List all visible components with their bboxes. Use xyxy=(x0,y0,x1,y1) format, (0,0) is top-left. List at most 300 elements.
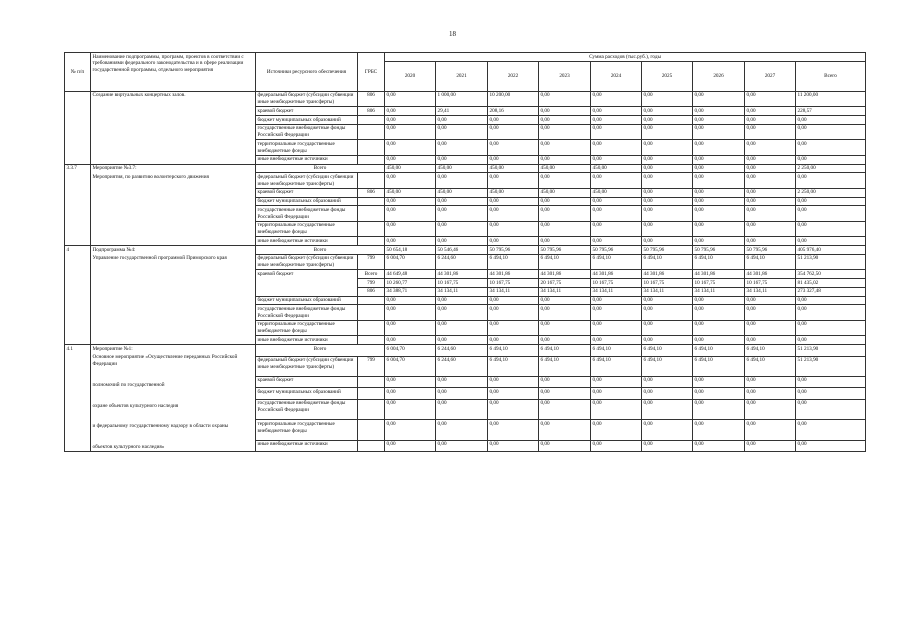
value-cell: 0,00 xyxy=(693,388,745,400)
value-cell: 0,00 xyxy=(745,124,796,140)
grbs-code xyxy=(358,197,385,206)
value-cell: 0,00 xyxy=(642,188,693,197)
value-cell: 0,00 xyxy=(745,164,796,173)
table-row xyxy=(65,345,866,357)
value-cell: 0,00 xyxy=(591,116,642,125)
budget-table xyxy=(64,52,866,452)
value-cell: 34 134,11 xyxy=(436,287,488,296)
value-cell: 0,00 xyxy=(693,376,745,388)
value-cell: 0,00 xyxy=(539,237,591,246)
value-cell: 2 250,00 xyxy=(796,164,866,173)
value-cell: 0,00 xyxy=(591,296,642,305)
value-cell: 44 301,86 xyxy=(539,270,591,279)
value-cell: 0,00 xyxy=(539,173,591,189)
value-cell: 50 795,96 xyxy=(693,246,745,255)
value-cell: 0,00 xyxy=(488,221,539,237)
value-cell: 0,00 xyxy=(539,376,591,388)
value-cell: 6 494,10 xyxy=(642,254,693,270)
header-year: 2026 xyxy=(693,61,745,91)
value-cell: 0,00 xyxy=(436,440,488,452)
table-row xyxy=(65,164,866,173)
value-cell: 34 134,11 xyxy=(642,287,693,296)
header-sum-title: Сумма расходов (тыс.руб.), годы xyxy=(385,53,866,62)
value-cell: 0,00 xyxy=(796,237,866,246)
value-cell: 0,00 xyxy=(642,124,693,140)
value-cell: 0,00 xyxy=(488,336,539,345)
value-cell: 0,00 xyxy=(488,296,539,305)
value-cell: 0,00 xyxy=(488,124,539,140)
header-year: 2023 xyxy=(539,61,591,91)
value-cell: 0,00 xyxy=(488,388,539,400)
value-cell: 0,00 xyxy=(436,206,488,222)
value-cell: 0,00 xyxy=(591,140,642,156)
row-title xyxy=(91,164,256,246)
grbs-code xyxy=(358,124,385,140)
source-label: краевой бюджет xyxy=(256,107,358,116)
row-number: 4.1 xyxy=(65,345,91,452)
value-cell: 450,00 xyxy=(385,188,436,197)
grbs-code xyxy=(358,440,385,452)
value-cell: 81 435,02 xyxy=(796,279,866,288)
value-cell: 0,00 xyxy=(385,91,436,107)
value-cell: 0,00 xyxy=(693,320,745,336)
value-cell: 0,00 xyxy=(385,140,436,156)
value-cell: 0,00 xyxy=(436,124,488,140)
grbs-code xyxy=(358,221,385,237)
value-cell: 0,00 xyxy=(591,91,642,107)
value-cell: 0,00 xyxy=(693,305,745,321)
header-grbs: ГРБС xyxy=(358,53,385,92)
value-cell: 0,00 xyxy=(385,221,436,237)
value-cell: 44 649,48 xyxy=(385,270,436,279)
source-total: Всего xyxy=(256,345,385,357)
source-label: иные внебюджетные источники xyxy=(256,336,358,345)
value-cell: 0,00 xyxy=(745,399,796,419)
grbs-code xyxy=(358,388,385,400)
value-cell: 0,00 xyxy=(488,155,539,164)
value-cell: 50 546,46 xyxy=(436,246,488,255)
value-cell: 0,00 xyxy=(642,140,693,156)
block-description: охране объектов культурного наследия xyxy=(92,402,179,409)
value-cell: 0,00 xyxy=(745,91,796,107)
value-cell: 51 213,90 xyxy=(796,345,866,357)
value-cell: 0,00 xyxy=(488,237,539,246)
header-no: № п/п xyxy=(65,53,91,92)
row-title xyxy=(91,91,256,164)
value-cell: 0,00 xyxy=(796,320,866,336)
value-cell: 6 004,70 xyxy=(385,345,436,357)
value-cell: 0,00 xyxy=(385,296,436,305)
value-cell: 273 327,48 xyxy=(796,287,866,296)
source-label: иные внебюджетные источники xyxy=(256,155,358,164)
value-cell: 0,00 xyxy=(796,440,866,452)
value-cell: 0,00 xyxy=(745,107,796,116)
source-label: государственные внебюджетные фонды Российской Федерации xyxy=(256,206,358,222)
value-cell: 0,00 xyxy=(745,116,796,125)
value-cell: 34 134,11 xyxy=(539,287,591,296)
value-cell: 1 000,00 xyxy=(436,91,488,107)
value-cell: 0,00 xyxy=(642,107,693,116)
value-cell: 0,00 xyxy=(539,388,591,400)
value-cell: 0,00 xyxy=(693,237,745,246)
block-title: Подпрограмма №4: xyxy=(92,246,136,253)
source-label: государственные внебюджетные фонды Российской Федерации xyxy=(256,399,358,419)
value-cell: 51 213,90 xyxy=(796,254,866,270)
value-cell: 0,00 xyxy=(591,107,642,116)
value-cell: 0,00 xyxy=(796,155,866,164)
value-cell: 0,00 xyxy=(642,197,693,206)
value-cell: 0,00 xyxy=(385,173,436,189)
value-cell: 6 494,10 xyxy=(539,345,591,357)
row-title xyxy=(91,345,256,452)
value-cell: 50 795,96 xyxy=(591,246,642,255)
grbs-code: 806 xyxy=(358,91,385,107)
value-cell: 0,00 xyxy=(693,173,745,189)
value-cell: 0,00 xyxy=(539,206,591,222)
value-cell: 0,00 xyxy=(488,197,539,206)
value-cell: 354 762,50 xyxy=(796,270,866,279)
value-cell: 0,00 xyxy=(591,197,642,206)
value-cell: 0,00 xyxy=(745,237,796,246)
value-cell: 0,00 xyxy=(539,116,591,125)
value-cell: 0,00 xyxy=(642,336,693,345)
value-cell: 0,00 xyxy=(436,296,488,305)
block-description: Мероприятия, по развитию волонтерского движения xyxy=(92,173,209,180)
value-cell: 34 388,71 xyxy=(385,287,436,296)
value-cell: 0,00 xyxy=(693,140,745,156)
value-cell: 0,00 xyxy=(796,197,866,206)
value-cell: 0,00 xyxy=(642,116,693,125)
value-cell: 0,00 xyxy=(745,173,796,189)
value-cell: 0,00 xyxy=(436,376,488,388)
header-year: 2022 xyxy=(488,61,539,91)
value-cell: 0,00 xyxy=(591,388,642,400)
value-cell: 0,00 xyxy=(436,140,488,156)
value-cell: 20 167,75 xyxy=(539,279,591,288)
source-label: краевой бюджет xyxy=(256,376,358,388)
value-cell: 450,00 xyxy=(488,164,539,173)
value-cell: 0,00 xyxy=(693,124,745,140)
source-label: иные внебюджетные источники xyxy=(256,440,358,452)
grbs-code xyxy=(358,116,385,125)
value-cell: 0,00 xyxy=(539,305,591,321)
value-cell: 6 494,10 xyxy=(642,356,693,376)
source-label: территориальные государственные внебюджетные фонды xyxy=(256,420,358,440)
value-cell: 6 494,10 xyxy=(591,345,642,357)
value-cell: 450,00 xyxy=(591,164,642,173)
value-cell: 44 301,86 xyxy=(693,270,745,279)
value-cell: 0,00 xyxy=(796,140,866,156)
value-cell: 10 167,75 xyxy=(642,279,693,288)
value-cell: 0,00 xyxy=(642,399,693,419)
value-cell: 0,00 xyxy=(436,388,488,400)
value-cell: 50 795,96 xyxy=(745,246,796,255)
grbs-code: 799 xyxy=(358,254,385,270)
grbs-code xyxy=(358,155,385,164)
value-cell: 0,00 xyxy=(796,296,866,305)
value-cell: 0,00 xyxy=(642,420,693,440)
value-cell: 0,00 xyxy=(488,399,539,419)
value-cell: 44 301,86 xyxy=(591,270,642,279)
block-title: Создание виртуальных концертных залов. xyxy=(92,92,186,99)
value-cell: 0,00 xyxy=(693,164,745,173)
value-cell: 0,00 xyxy=(745,206,796,222)
value-cell: 6 494,10 xyxy=(693,356,745,376)
value-cell: 0,00 xyxy=(488,376,539,388)
value-cell: 0,00 xyxy=(591,336,642,345)
grbs-code xyxy=(358,320,385,336)
value-cell: 0,00 xyxy=(693,296,745,305)
value-cell: 0,00 xyxy=(436,116,488,125)
value-cell: 0,00 xyxy=(796,116,866,125)
value-cell: 0,00 xyxy=(385,305,436,321)
value-cell: 0,00 xyxy=(642,237,693,246)
grbs-code xyxy=(358,140,385,156)
block-description: объектов культурного наследия» xyxy=(92,444,165,450)
value-cell: 0,00 xyxy=(796,399,866,419)
value-cell: 0,00 xyxy=(796,173,866,189)
value-cell: 0,00 xyxy=(745,440,796,452)
block-description: Основное мероприятие «Осуществление переданных Российской Федерации xyxy=(92,354,238,367)
value-cell: 44 301,86 xyxy=(488,270,539,279)
value-cell: 6 494,10 xyxy=(745,356,796,376)
value-cell: 0,00 xyxy=(745,296,796,305)
header-year: 2021 xyxy=(436,61,488,91)
value-cell: 0,00 xyxy=(642,155,693,164)
grbs-code: 806 xyxy=(358,287,385,296)
value-cell: 0,00 xyxy=(488,140,539,156)
source-label: федеральный бюджет (субсидии субвенции иные межбюджетные трансферты) xyxy=(256,254,358,270)
header-year: 2027 xyxy=(745,61,796,91)
value-cell: 0,00 xyxy=(693,116,745,125)
value-cell: 10 200,00 xyxy=(488,91,539,107)
value-cell: 0,00 xyxy=(436,399,488,419)
value-cell: 0,00 xyxy=(539,107,591,116)
value-cell: 11 200,00 xyxy=(796,91,866,107)
value-cell: 0,00 xyxy=(745,221,796,237)
source-total: Всего xyxy=(256,164,385,173)
value-cell: 0,00 xyxy=(693,221,745,237)
value-cell: 6 494,10 xyxy=(539,356,591,376)
value-cell: 0,00 xyxy=(642,91,693,107)
value-cell: 0,00 xyxy=(385,237,436,246)
header-year: 2024 xyxy=(591,61,642,91)
value-cell: 0,00 xyxy=(591,155,642,164)
source-label: бюджет муниципальных образований xyxy=(256,388,358,400)
value-cell: 0,00 xyxy=(591,124,642,140)
value-cell: 0,00 xyxy=(488,116,539,125)
value-cell: 0,00 xyxy=(539,336,591,345)
source-label: федеральный бюджет (субсидии субвенции иные межбюджетные трансферты) xyxy=(256,91,358,107)
value-cell: 0,00 xyxy=(385,206,436,222)
source-label: федеральный бюджет (субсидии субвенции иные межбюджетные трансферты) xyxy=(256,173,358,189)
header-year: 2025 xyxy=(642,61,693,91)
value-cell: 0,00 xyxy=(642,376,693,388)
value-cell: 50 795,96 xyxy=(642,246,693,255)
block-title: Мероприятие №1: xyxy=(92,345,133,352)
value-cell: 0,00 xyxy=(796,376,866,388)
value-cell: 0,00 xyxy=(488,320,539,336)
value-cell: 0,00 xyxy=(796,336,866,345)
value-cell: 0,00 xyxy=(642,221,693,237)
value-cell: 6 494,10 xyxy=(539,254,591,270)
value-cell: 6 004,70 xyxy=(385,356,436,376)
block-description: и федеральному государственному надзору в области охраны xyxy=(92,423,229,430)
value-cell: 6 494,10 xyxy=(488,356,539,376)
value-cell: 6 494,10 xyxy=(693,254,745,270)
value-cell: 0,00 xyxy=(488,305,539,321)
value-cell: 0,00 xyxy=(642,296,693,305)
value-cell: 0,00 xyxy=(436,155,488,164)
value-cell: 0,00 xyxy=(796,124,866,140)
value-cell: 10 167,75 xyxy=(436,279,488,288)
source-total: Всего xyxy=(256,246,385,255)
value-cell: 0,00 xyxy=(745,188,796,197)
value-cell: 6 244,60 xyxy=(436,345,488,357)
value-cell: 6 494,10 xyxy=(642,345,693,357)
value-cell: 0,00 xyxy=(642,164,693,173)
value-cell: 51 213,90 xyxy=(796,356,866,376)
value-cell: 6 494,10 xyxy=(745,254,796,270)
value-cell: 0,00 xyxy=(745,320,796,336)
value-cell: 0,00 xyxy=(591,206,642,222)
value-cell: 44 301,86 xyxy=(436,270,488,279)
value-cell: 0,00 xyxy=(591,237,642,246)
source-label: бюджет муниципальных образований xyxy=(256,296,358,305)
value-cell: 0,00 xyxy=(436,320,488,336)
source-label: федеральный бюджет (субсидии субвенции иные межбюджетные трансферты) xyxy=(256,356,358,376)
value-cell: 0,00 xyxy=(591,305,642,321)
value-cell: 0,00 xyxy=(745,336,796,345)
value-cell: 450,00 xyxy=(539,188,591,197)
value-cell: 0,00 xyxy=(642,440,693,452)
value-cell: 0,00 xyxy=(591,420,642,440)
value-cell: 0,00 xyxy=(539,320,591,336)
value-cell: 0,00 xyxy=(745,155,796,164)
source-label: бюджет муниципальных образований xyxy=(256,197,358,206)
value-cell: 0,00 xyxy=(539,91,591,107)
header-year: 2020 xyxy=(385,61,436,91)
value-cell: 0,00 xyxy=(539,440,591,452)
value-cell: 0,00 xyxy=(385,155,436,164)
value-cell: 10 167,75 xyxy=(488,279,539,288)
value-cell: 405 976,40 xyxy=(796,246,866,255)
value-cell: 50 795,96 xyxy=(488,246,539,255)
row-number: 4 xyxy=(65,246,91,345)
value-cell: 0,00 xyxy=(385,388,436,400)
block-description: полномочий по государственной xyxy=(92,381,165,388)
grbs-code: 799 xyxy=(358,279,385,288)
value-cell: 0,00 xyxy=(591,399,642,419)
value-cell: 0,00 xyxy=(693,399,745,419)
grbs-code xyxy=(358,206,385,222)
grbs-code xyxy=(358,173,385,189)
value-cell: 34 134,11 xyxy=(745,287,796,296)
table-row xyxy=(65,246,866,255)
value-cell: 0,00 xyxy=(539,155,591,164)
value-cell: 0,00 xyxy=(796,221,866,237)
source-label: государственные внебюджетные фонды Российской Федерации xyxy=(256,124,358,140)
header-total: Всего xyxy=(796,61,866,91)
block-description: Управление государственной программой Приморского края xyxy=(92,255,227,262)
value-cell: 0,00 xyxy=(642,206,693,222)
value-cell: 450,00 xyxy=(436,164,488,173)
value-cell: 0,00 xyxy=(796,305,866,321)
value-cell: 6 244,60 xyxy=(436,356,488,376)
value-cell: 44 301,86 xyxy=(642,270,693,279)
value-cell: 6 494,10 xyxy=(693,345,745,357)
value-cell: 228,57 xyxy=(796,107,866,116)
value-cell: 0,00 xyxy=(488,420,539,440)
table-body xyxy=(65,91,866,452)
grbs-code: 806 xyxy=(358,188,385,197)
value-cell: 0,00 xyxy=(693,440,745,452)
grbs-code xyxy=(358,237,385,246)
value-cell: 0,00 xyxy=(745,376,796,388)
value-cell: 450,00 xyxy=(436,188,488,197)
value-cell: 0,00 xyxy=(539,420,591,440)
value-cell: 0,00 xyxy=(591,320,642,336)
page-number: 18 xyxy=(449,30,456,38)
grbs-code xyxy=(358,376,385,388)
source-label: территориальные государственные внебюджетные фонды xyxy=(256,221,358,237)
row-number xyxy=(65,91,91,164)
grbs-code: 799 xyxy=(358,356,385,376)
value-cell: 34 134,11 xyxy=(693,287,745,296)
value-cell: 0,00 xyxy=(385,376,436,388)
value-cell: 0,00 xyxy=(385,399,436,419)
source-label: иные внебюджетные источники xyxy=(256,237,358,246)
value-cell: 0,00 xyxy=(693,420,745,440)
source-label: краевой бюджет xyxy=(256,188,358,197)
value-cell: 34 134,11 xyxy=(591,287,642,296)
value-cell: 0,00 xyxy=(591,221,642,237)
grbs-code xyxy=(358,296,385,305)
value-cell: 0,00 xyxy=(539,197,591,206)
value-cell: 0,00 xyxy=(693,206,745,222)
value-cell: 0,00 xyxy=(385,124,436,140)
value-cell: 0,00 xyxy=(436,336,488,345)
grbs-code xyxy=(358,336,385,345)
value-cell: 0,00 xyxy=(693,197,745,206)
value-cell: 6 494,10 xyxy=(591,254,642,270)
value-cell: 0,00 xyxy=(591,376,642,388)
value-cell: 0,00 xyxy=(539,221,591,237)
value-cell: 0,00 xyxy=(693,155,745,164)
value-cell: 0,00 xyxy=(488,206,539,222)
table-row xyxy=(65,91,866,107)
value-cell: 0,00 xyxy=(385,420,436,440)
header-name: Наименование подпрограммы, программ, проектов в соответствии с требованиями федерального законодательства и в сфере реализации государственной программы, отдельного мероприятия xyxy=(91,53,256,92)
value-cell: 10 167,75 xyxy=(693,279,745,288)
value-cell: 0,00 xyxy=(539,140,591,156)
value-cell: 0,00 xyxy=(693,91,745,107)
value-cell: 0,00 xyxy=(642,388,693,400)
value-cell: 29,41 xyxy=(436,107,488,116)
value-cell: 6 494,10 xyxy=(591,356,642,376)
value-cell: 0,00 xyxy=(693,188,745,197)
value-cell: 0,00 xyxy=(745,420,796,440)
value-cell: 10 260,77 xyxy=(385,279,436,288)
value-cell: 0,00 xyxy=(693,336,745,345)
value-cell: 0,00 xyxy=(385,440,436,452)
value-cell: 450,00 xyxy=(488,188,539,197)
value-cell: 2 250,00 xyxy=(796,188,866,197)
value-cell: 0,00 xyxy=(693,107,745,116)
source-label: краевой бюджет xyxy=(256,270,358,296)
value-cell: 0,00 xyxy=(436,221,488,237)
value-cell: 0,00 xyxy=(642,305,693,321)
